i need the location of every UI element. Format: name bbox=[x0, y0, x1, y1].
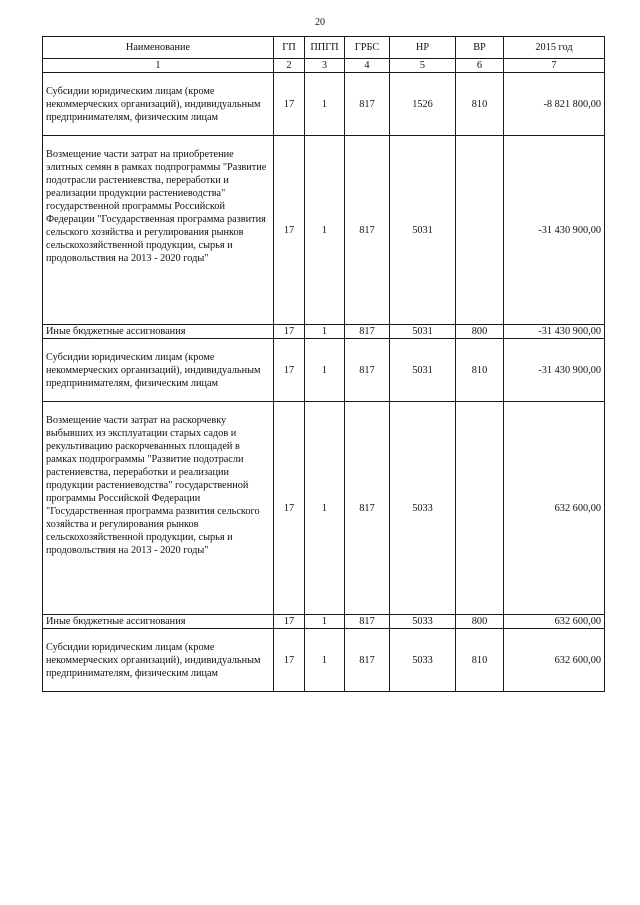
row-name: Субсидии юридическим лицам (кроме некоммерческих организаций), индивидуальным предпринимателям, физическим лицам bbox=[43, 629, 274, 692]
row-ppgp: 1 bbox=[305, 73, 345, 136]
row-vr bbox=[456, 402, 504, 615]
row-ppgp: 1 bbox=[305, 339, 345, 402]
header-gp: ГП bbox=[274, 37, 305, 59]
row-vr: 810 bbox=[456, 339, 504, 402]
row-name: Субсидии юридическим лицам (кроме некоммерческих организаций), индивидуальным предпринимателям, физическим лицам bbox=[43, 339, 274, 402]
table-row bbox=[43, 73, 605, 136]
column-number: 5 bbox=[390, 59, 456, 73]
row-gp: 17 bbox=[274, 136, 305, 325]
row-name: Возмещение части затрат на раскорчевку выбывших из эксплуатации старых садов и рекультивацию раскорчеванных площадей в рамках подпрограммы "Развитие подотрасли растениевства, переработки и реализации продукции растениеводства" государственной программы Российской Федерации "Государственная программа развития сельского хозяйства и регулирования рынков сельскохозяйственной продукции, сырья и продовольствия на 2013 - 2020 годы" bbox=[43, 402, 274, 615]
column-number: 7 bbox=[504, 59, 605, 73]
row-amount: 632 600,00 bbox=[504, 615, 605, 629]
row-grbs: 817 bbox=[345, 325, 390, 339]
row-amount: -31 430 900,00 bbox=[504, 339, 605, 402]
page-number: 20 bbox=[315, 17, 325, 28]
header-name: Наименование bbox=[43, 37, 274, 59]
row-gp: 17 bbox=[274, 73, 305, 136]
header-vr: ВР bbox=[456, 37, 504, 59]
table-row bbox=[43, 325, 605, 339]
row-gp: 17 bbox=[274, 615, 305, 629]
column-number: 1 bbox=[43, 59, 274, 73]
row-grbs: 817 bbox=[345, 339, 390, 402]
row-ppgp: 1 bbox=[305, 136, 345, 325]
row-gp: 17 bbox=[274, 629, 305, 692]
column-number: 6 bbox=[456, 59, 504, 73]
row-grbs: 817 bbox=[345, 136, 390, 325]
row-ppgp: 1 bbox=[305, 402, 345, 615]
header-amount: 2015 год bbox=[504, 37, 605, 59]
header-ppgp: ППГП bbox=[305, 37, 345, 59]
row-amount: -8 821 800,00 bbox=[504, 73, 605, 136]
row-vr: 810 bbox=[456, 73, 504, 136]
row-amount: 632 600,00 bbox=[504, 629, 605, 692]
row-amount: 632 600,00 bbox=[504, 402, 605, 615]
row-ppgp: 1 bbox=[305, 325, 345, 339]
row-nr: 5031 bbox=[390, 325, 456, 339]
row-name: Иные бюджетные ассигнования bbox=[43, 615, 274, 629]
row-ppgp: 1 bbox=[305, 629, 345, 692]
table-row bbox=[43, 629, 605, 692]
row-vr: 810 bbox=[456, 629, 504, 692]
row-amount: -31 430 900,00 bbox=[504, 325, 605, 339]
row-amount: -31 430 900,00 bbox=[504, 136, 605, 325]
row-name: Иные бюджетные ассигнования bbox=[43, 325, 274, 339]
row-nr: 5033 bbox=[390, 615, 456, 629]
row-vr: 800 bbox=[456, 325, 504, 339]
table-row bbox=[43, 136, 605, 325]
row-name: Возмещение части затрат на приобретение элитных семян в рамках подпрограммы "Развитие подотрасли растениевства, переработки и реализации продукции растениеводства" государственной программы Российской Федерации "Государственная программа развития сельского хозяйства и регулирования рынков сельскохозяйственной продукции, сырья и продовольствия на 2013 - 2020 годы" bbox=[43, 136, 274, 325]
row-gp: 17 bbox=[274, 325, 305, 339]
row-ppgp: 1 bbox=[305, 615, 345, 629]
column-number-row bbox=[43, 59, 605, 73]
budget-table bbox=[42, 36, 605, 692]
row-grbs: 817 bbox=[345, 402, 390, 615]
table-row bbox=[43, 402, 605, 615]
row-nr: 5033 bbox=[390, 629, 456, 692]
row-grbs: 817 bbox=[345, 629, 390, 692]
row-vr bbox=[456, 136, 504, 325]
row-nr: 5033 bbox=[390, 402, 456, 615]
row-gp: 17 bbox=[274, 339, 305, 402]
table-header-row bbox=[43, 37, 605, 59]
row-vr: 800 bbox=[456, 615, 504, 629]
row-name: Субсидии юридическим лицам (кроме некоммерческих организаций), индивидуальным предпринимателям, физическим лицам bbox=[43, 73, 274, 136]
row-nr: 5031 bbox=[390, 136, 456, 325]
header-nr: НР bbox=[390, 37, 456, 59]
row-nr: 1526 bbox=[390, 73, 456, 136]
column-number: 3 bbox=[305, 59, 345, 73]
table-row bbox=[43, 339, 605, 402]
header-grbs: ГРБС bbox=[345, 37, 390, 59]
row-nr: 5031 bbox=[390, 339, 456, 402]
row-gp: 17 bbox=[274, 402, 305, 615]
column-number: 2 bbox=[274, 59, 305, 73]
column-number: 4 bbox=[345, 59, 390, 73]
table-row bbox=[43, 615, 605, 629]
row-grbs: 817 bbox=[345, 73, 390, 136]
row-grbs: 817 bbox=[345, 615, 390, 629]
